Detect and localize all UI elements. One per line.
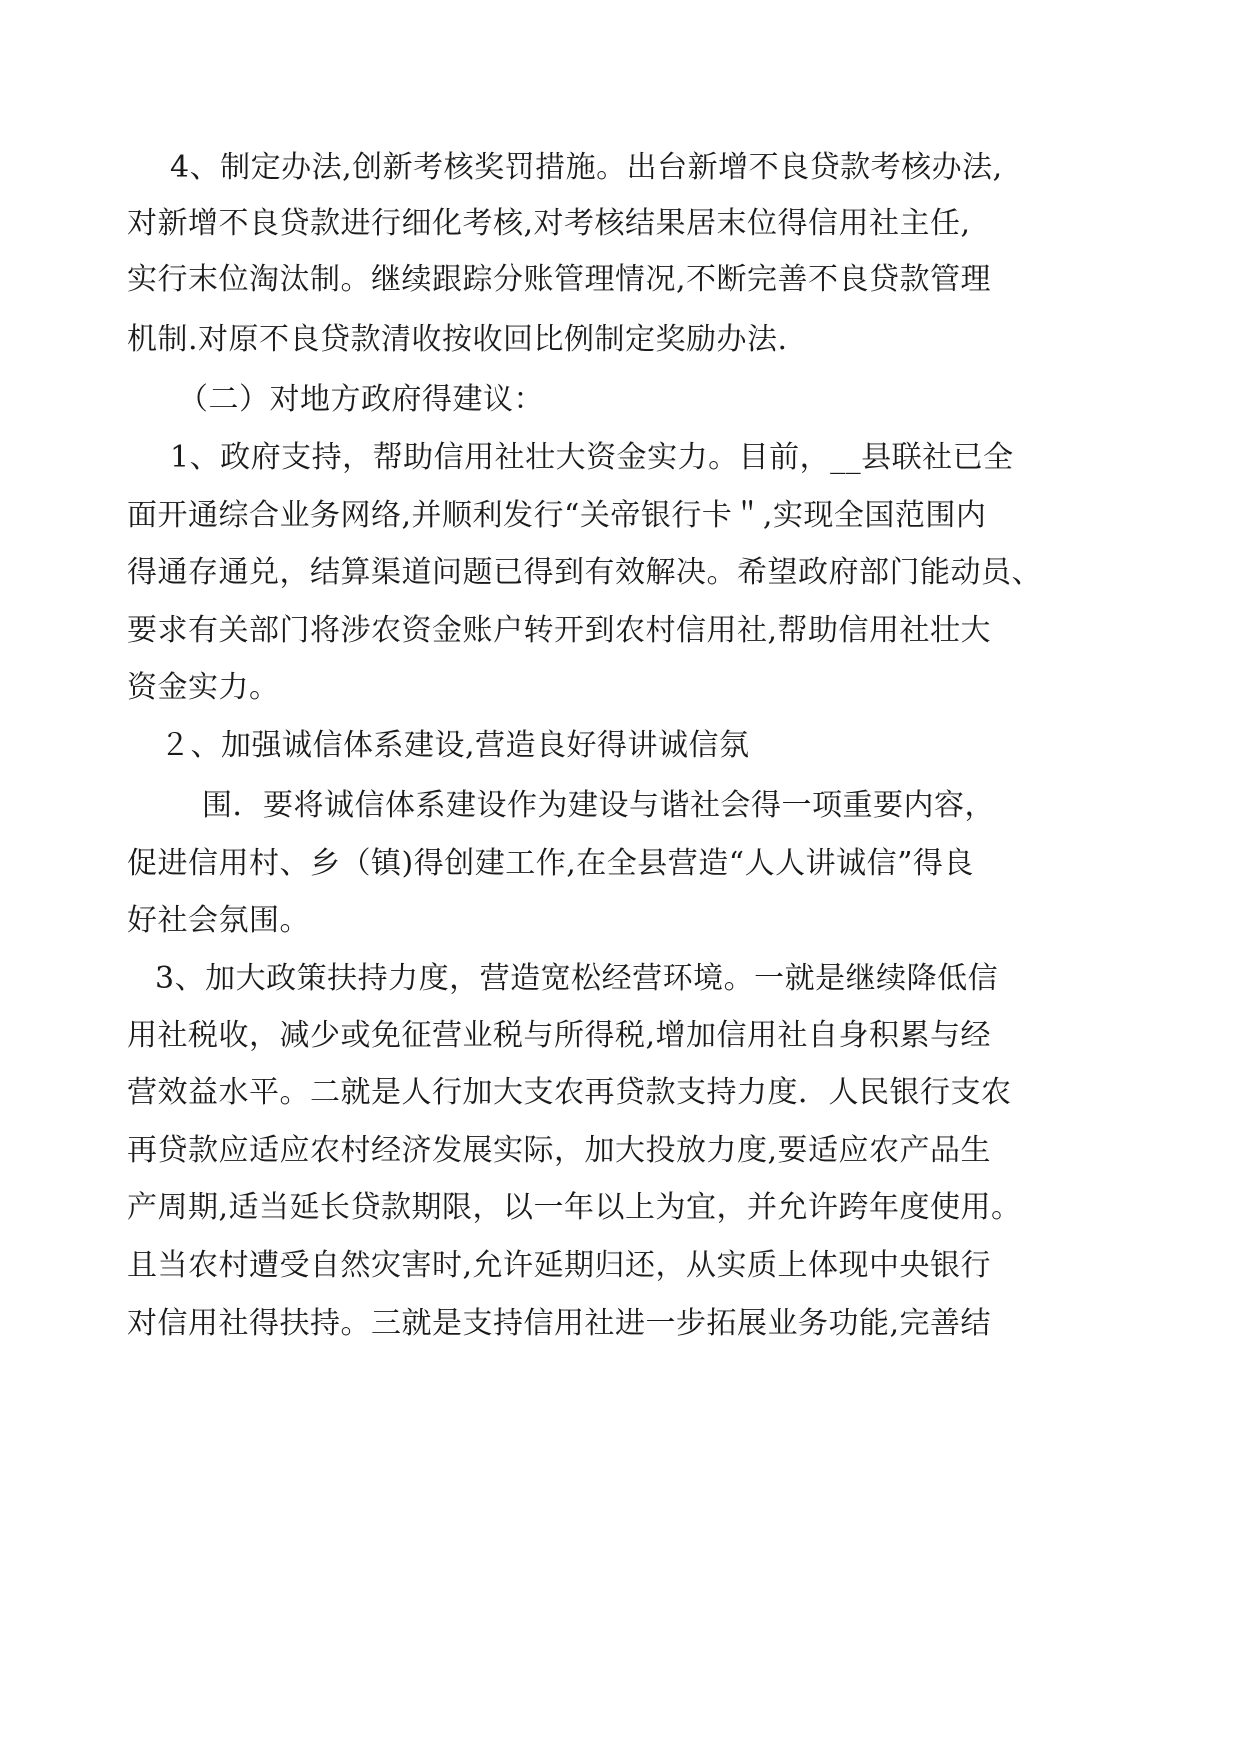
paragraph-line: 3、加大政策扶持力度，营造宽松经营环境。一就是继续降低信 bbox=[155, 961, 999, 996]
paragraph-line: 产周期,适当延长贷款期限，以一年以上为宜，并允许跨年度使用。 bbox=[127, 1190, 1022, 1225]
paragraph-line: 且当农村遭受自然灾害时,允许延期归还，从实质上体现中央银行 bbox=[127, 1248, 992, 1283]
paragraph-line: ２、加强诚信体系建设,营造良好得讲诚信氛 bbox=[160, 728, 750, 763]
section-heading: （二）对地方政府得建议： bbox=[178, 382, 544, 417]
paragraph-line: 4、制定办法,创新考核奖罚措施。出台新增不良贷款考核办法, bbox=[170, 150, 1003, 185]
paragraph-line: 围．要将诚信体系建设作为建设与谐社会得一项重要内容， bbox=[202, 788, 995, 823]
paragraph-line: 实行末位淘汰制。继续跟踪分账管理情况,不断完善不良贷款管理 bbox=[127, 262, 992, 297]
paragraph-line: 再贷款应适应农村经济发展实际，加大投放力度,要适应农产品生 bbox=[127, 1133, 992, 1168]
paragraph-line: 要求有关部门将涉农资金账户转开到农村信用社,帮助信用社壮大 bbox=[127, 613, 992, 648]
paragraph-line: 面开通综合业务网络,并顺利发行“关帝银行卡＂,实现全国范围内 bbox=[127, 498, 987, 533]
paragraph-line: 促进信用村、乡（镇)得创建工作,在全县营造“人人讲诚信”得良 bbox=[127, 846, 974, 881]
paragraph-line: 得通存通兑，结算渠道问题已得到有效解决。希望政府部门能动员、 bbox=[127, 555, 1042, 590]
paragraph-line: 1、政府支持，帮助信用社壮大资金实力。目前，__县联社已全 bbox=[170, 440, 1014, 475]
paragraph-line: 机制.对原不良贷款清收按收回比例制定奖励办法. bbox=[127, 322, 788, 357]
paragraph-line: 用社税收，减少或免征营业税与所得税,增加信用社自身积累与经 bbox=[127, 1018, 992, 1053]
paragraph-line: 好社会氛围。 bbox=[127, 903, 310, 938]
paragraph-line: 对信用社得扶持。三就是支持信用社进一步拓展业务功能,完善结 bbox=[127, 1306, 992, 1341]
paragraph-line: 营效益水平。二就是人行加大支农再贷款支持力度．人民银行支农 bbox=[127, 1075, 1012, 1110]
paragraph-line: 资金实力。 bbox=[127, 670, 280, 705]
paragraph-line: 对新增不良贷款进行细化考核,对考核结果居末位得信用社主任, bbox=[127, 206, 971, 241]
